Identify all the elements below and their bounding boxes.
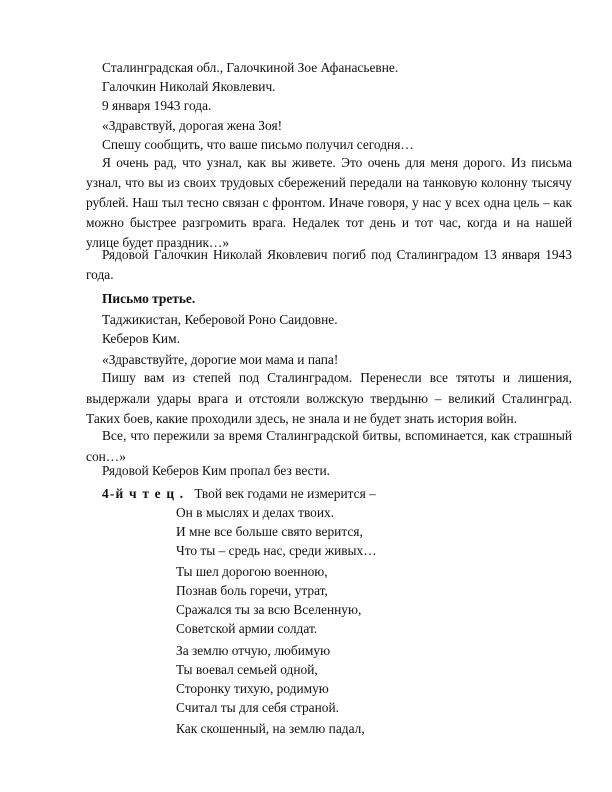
poem-line: Сторонку тихую, родимую — [176, 681, 329, 696]
poem-line: Что ты – средь нас, среди живых… — [176, 543, 377, 558]
letter3-heading: Письмо третье. — [102, 291, 196, 306]
poem-stanza-4 — [176, 719, 365, 738]
letter3-paragraph-1: Пишу вам из степей под Сталинградом. Перенесли все тятоты и лишения, выдержали удары врага и отстояли волжскую твердыню – великий Сталинград. Таких боев, какие проходили здесь, не знала и не будет знать история войн. — [86, 370, 572, 426]
letter2-greeting: «Здравствуй, дорогая жена Зоя! — [102, 118, 283, 133]
letter2-address: Сталинградская обл., Галочкиной Зое Афанасьевне. — [102, 60, 399, 75]
letter3-fate: Рядовой Кеберов Ким пропал без вести. — [102, 463, 330, 478]
letter2-line1: Спешу сообщить, что ваше письмо получил сегодня… — [102, 137, 414, 152]
poem-line: Он в мыслях и делах твоих. — [176, 505, 335, 520]
reader-label: 4-й ч т е ц . — [102, 486, 185, 501]
poem-first-line: Твой век годами не измерится – — [194, 486, 376, 501]
poem-line: Как скошенный, на землю падал, — [176, 721, 365, 736]
letter2-sender: Галочкин Николай Яковлевич. — [102, 79, 276, 94]
letter2-date: 9 января 1943 года. — [102, 98, 212, 113]
poem-line: Считал ты для себя страной. — [176, 700, 339, 715]
reader-line — [102, 486, 376, 502]
letter3-address: Таджикистан, Кеберовой Роно Саидовне. — [102, 312, 338, 327]
poem-line: Познав боль горечи, утрат, — [176, 583, 328, 598]
letter3-greeting: «Здравствуйте, дорогие мои мама и папа! — [102, 352, 339, 367]
letter3-sender: Кеберов Ким. — [102, 331, 180, 346]
poem-line: За землю отчую, любимую — [176, 643, 331, 658]
poem-stanza-1 — [176, 503, 377, 560]
poem-stanza-2 — [176, 562, 361, 638]
poem-line: Советской армии солдат. — [176, 621, 318, 636]
poem-line: И мне все больше свято верится, — [176, 524, 363, 539]
poem-line: Ты шел дорогою военною, — [176, 564, 328, 579]
letter3-paragraph-2: Все, что пережили за время Сталинградской битвы, вспоминается, как страшный сон…» — [86, 428, 572, 464]
poem-stanza-3 — [176, 641, 339, 717]
poem-line: Сражался ты за всю Вселенную, — [176, 602, 362, 617]
poem-line: Ты воевал семьей одной, — [176, 662, 318, 677]
letter2-paragraph: Я очень рад, что узнал, как вы живете. Это очень для меня дорого. Из письма узнал, что вы из своих трудовых сбережений передали на танковую колонну тысячу рублей. Наш тыл тесно связан с фронтом. Иначе говоря, у нас у всех одна цель – как можно быстрее разгромить врага. Недалек тот день и тот час, когда и на нашей улице будет праздник…» — [86, 155, 572, 250]
letter2-fate: Рядовой Галочкин Николай Яковлевич погиб под Сталинградом 13 января 1943 года. — [86, 247, 572, 282]
